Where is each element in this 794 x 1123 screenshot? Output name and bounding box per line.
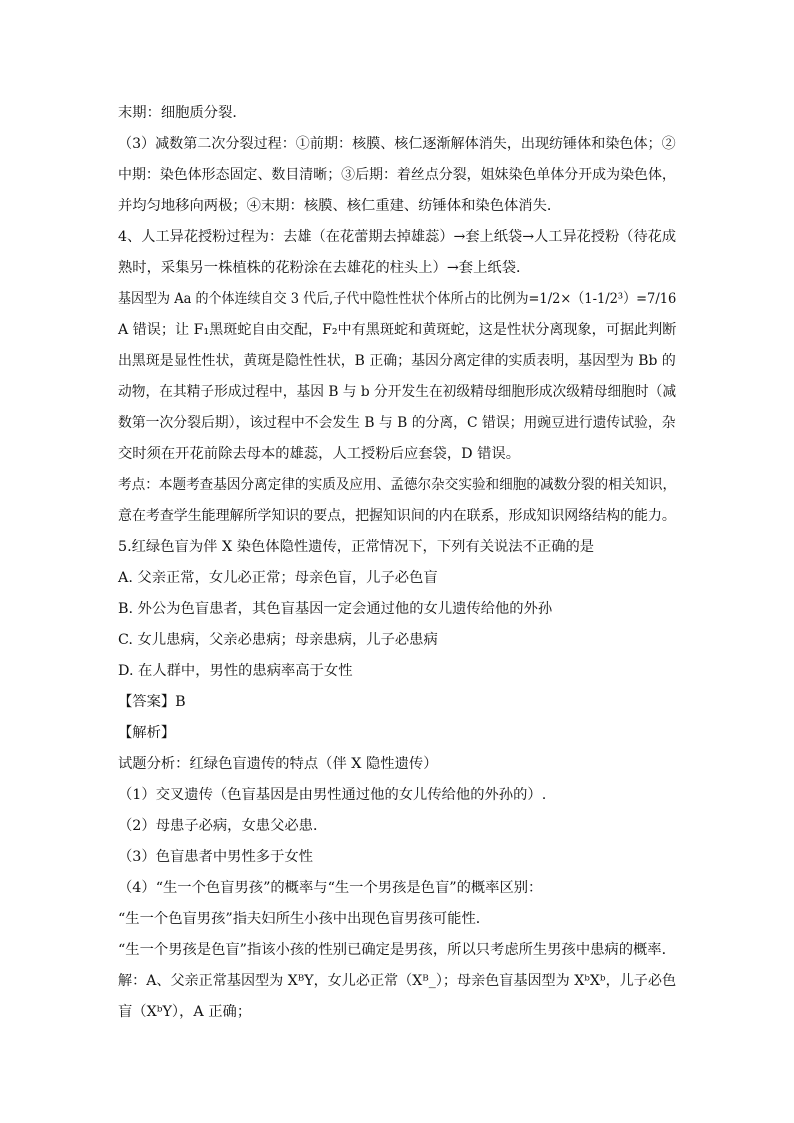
text-line: （3）减数第二次分裂过程：①前期：核膜、核仁逐渐解体消失，出现纺锤体和染色体；② (118, 136, 676, 152)
text-line: “生一个男孩是色盲”指该小孩的性别已确定是男孩，所以只考虑所生男孩中患病的概率． (118, 942, 676, 958)
answer-label: 【答案】B (118, 694, 186, 710)
option-b: B. 外公为色盲患者，其色盲基因一定会通过他的女儿遗传给他的外孙 (118, 601, 553, 617)
question-stem: 5.红绿色盲为伴 X 染色体隐性遗传，正常情况下，下列有关说法不正确的是 (118, 539, 595, 555)
text-line: 试题分析：红绿色盲遗传的特点（伴 X 隐性遗传） (118, 756, 438, 772)
text-line: 出黑斑是显性性状，黄斑是隐性性状，B 正确；基因分离定律的实质表明，基因型为 Bb 的 (118, 353, 676, 369)
text-line: （4）“生一个色盲男孩”的概率与“生一个男孩是色盲”的概率区别： (118, 880, 543, 896)
text-line: A 错误；让 F₁黑斑蛇自由交配，F₂中有黑斑蛇和黄斑蛇，这是性状分离现象，可据此判断 (118, 322, 677, 338)
text-line: 基因型为 Aa 的个体连续自交 3 代后,子代中隐性性状个体所占的比例为=1/2×（1-1/2³）=7/16 (118, 291, 677, 307)
text-line: （2）母患子必病，女患父必患． (118, 818, 328, 834)
text-line: 熟时，采集另一株植株的花粉涂在去雄花的柱头上）→套上纸袋． (118, 260, 531, 276)
text-line: （3）色盲患者中男性多于女性 (118, 849, 313, 865)
text-line: （1）交叉遗传（色盲基因是由男性通过他的女儿传给他的外孙的）. (118, 787, 547, 803)
text-line: 考点：本题考查基因分离定律的实质及应用、孟德尔杂交实验和细胞的减数分裂的相关知识， (118, 477, 677, 493)
analysis-label: 【解析】 (118, 725, 176, 741)
option-c: C. 女儿患病，父亲必患病；母亲患病，儿子必患病 (118, 632, 438, 648)
text-line: “生一个色盲男孩”指夫妇所生小孩中出现色盲男孩可能性． (118, 911, 491, 927)
text-line: 中期：染色体形态固定、数目清晰；③后期：着丝点分裂，姐妹染色单体分开成为染色体， (118, 167, 676, 183)
text-line: 数第一次分裂后期），该过程中不会发生 B 与 B 的分离，C 错误；用豌豆进行遗传试验，杂 (118, 415, 676, 431)
text-line: 4、人工异花授粉过程为：去雄（在花蕾期去掉雄蕊）→套上纸袋→人工异花授粉（待花成 (118, 229, 677, 245)
text-line: 并均匀地移向两极；④末期：核膜、核仁重建、纺锤体和染色体消失． (118, 198, 562, 214)
text-line: 末期：细胞质分裂． (118, 105, 247, 121)
text-line: 盲（XᵇY），A 正确； (118, 1004, 252, 1020)
text-line: 动物，在其精子形成过程中，基因 B 与 b 分开发生在初级精母细胞形成次级精母细胞时（减 (118, 384, 677, 400)
text-line: 解：A、父亲正常基因型为 XᴮY，女儿必正常（Xᴮ_）；母亲色盲基因型为 XᵇXᵇ，儿子必色 (118, 973, 677, 989)
option-a: A. 父亲正常，女儿必正常；母亲色盲，儿子必色盲 (118, 570, 438, 586)
option-d: D. 在人群中，男性的患病率高于女性 (118, 663, 353, 679)
text-line: 交时须在开花前除去母本的雄蕊，人工授粉后应套袋，D 错误。 (118, 446, 521, 462)
text-line: 意在考查学生能理解所学知识的要点，把握知识间的内在联系，形成知识网络结构的能力。 (118, 508, 676, 524)
